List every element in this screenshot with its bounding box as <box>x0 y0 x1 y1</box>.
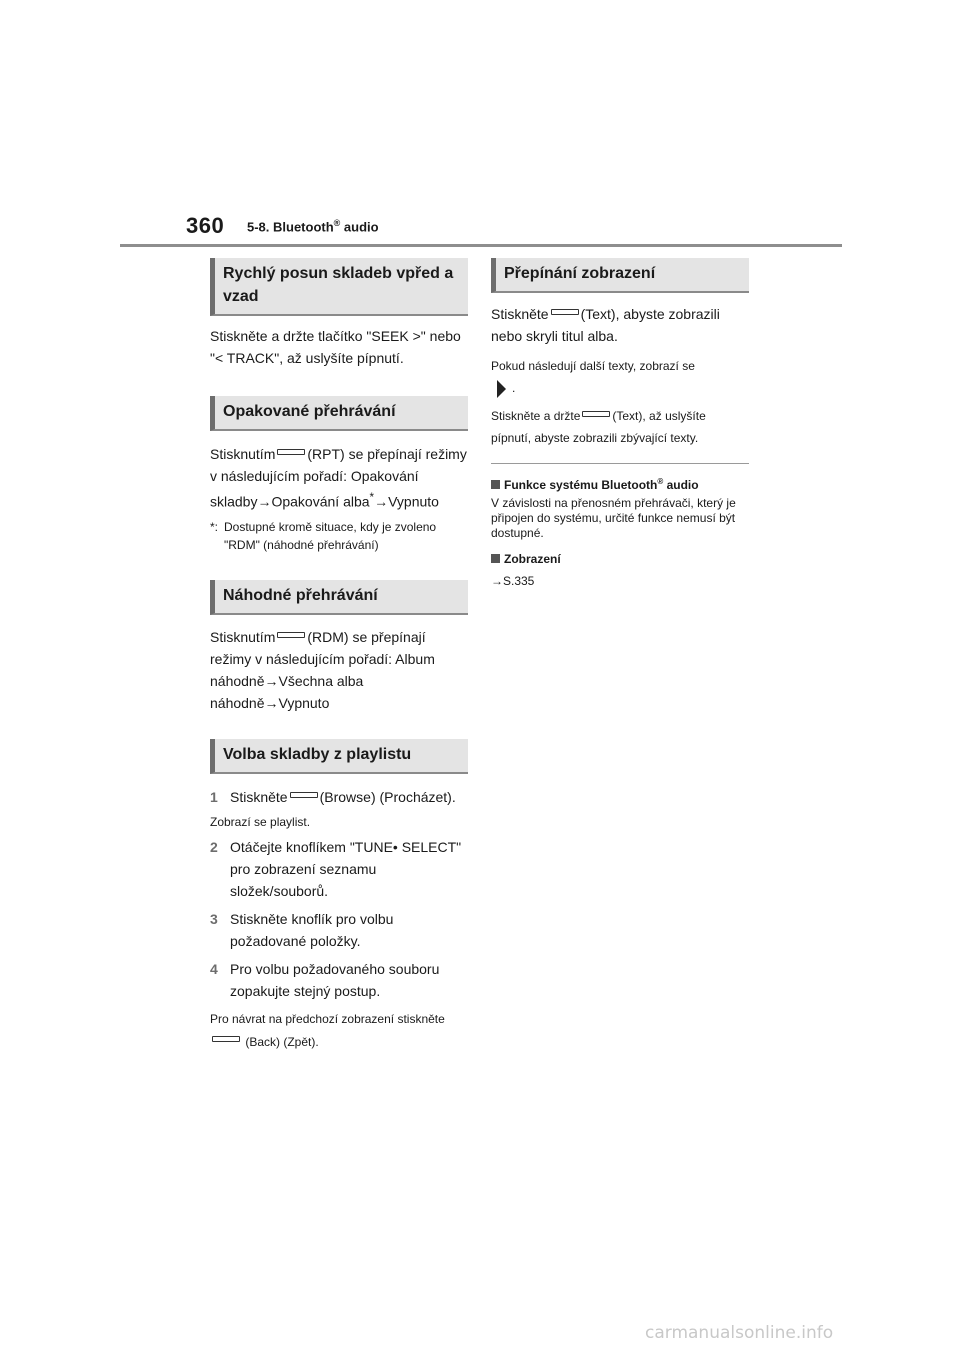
step-number: 4 <box>210 960 218 977</box>
random-text-a: Stisknutím <box>210 628 276 645</box>
display-text-a: Stiskněte <box>491 306 549 322</box>
more-text-note-b: . <box>512 381 516 395</box>
step-1-text-a: Stiskněte <box>230 788 288 805</box>
fast-seek-text: Stiskněte a držte tlačítko "SEEK >" nebo "< TRACK", až uslyšíte pípnutí. <box>210 328 461 366</box>
back-note-a: Pro návrat na předchozí zobrazení stiskněte <box>210 1011 445 1026</box>
step-3 <box>210 908 468 952</box>
footnote-mark: *: <box>210 519 219 534</box>
info-bluetooth-text: V závislosti na přenosném přehrávači, který je připojen do systému, určité funkce nemusí být dostupné. <box>491 496 736 540</box>
hold-text-note-b: (Text), až uslyšíte pípnutí, abyste zobrazili zbývající texty. <box>491 409 706 445</box>
button-icon <box>582 411 610 417</box>
button-icon <box>290 792 318 798</box>
hold-text-note <box>491 405 749 449</box>
step-2 <box>210 836 468 902</box>
step-1-text-b: (Browse) (Procházet). <box>319 788 456 805</box>
step-number: 1 <box>210 788 218 805</box>
button-icon <box>551 309 579 315</box>
repeat-text-a: Stisknutím <box>210 446 276 462</box>
display-text <box>491 303 749 347</box>
step-4 <box>210 958 468 1002</box>
info-divider <box>491 463 749 464</box>
section-heading-fast-seek: Rychlý posun skladeb vpřed a vzad <box>210 258 468 316</box>
section-heading-random: Náhodné přehrávání <box>210 580 468 615</box>
info-heading-bluetooth <box>491 474 749 493</box>
watermark: carmanualsonline.info <box>645 1323 834 1343</box>
display-text-b: (Text), abyste zobrazili nebo skryli titul alba. <box>491 306 720 344</box>
repeat-text <box>210 443 468 513</box>
registered-mark: ® <box>657 477 664 486</box>
page-number: 360 <box>186 213 225 238</box>
chapter-suffix: audio <box>340 219 379 235</box>
section-heading-repeat: Opakované přehrávání <box>210 396 468 431</box>
asterisk-mark: * <box>369 491 375 504</box>
chapter-title <box>247 218 379 234</box>
hold-text-note-a: Stiskněte a držte <box>491 409 581 423</box>
step-number: 2 <box>210 838 218 855</box>
step-2-text: Otáčejte knoflíkem "TUNE• SELECT" pro zobrazení seznamu složek/souborů. <box>230 838 462 899</box>
footnote-text: Dostupné kromě situace, kdy je zvoleno "RDM" (náhodné přehrávání) <box>224 519 437 552</box>
chapter-prefix: 5-8. Bluetooth <box>247 219 334 235</box>
info-display-ref: →S.335 <box>491 574 535 588</box>
header-rule <box>120 244 842 247</box>
registered-mark: ® <box>333 218 341 228</box>
button-icon <box>212 1036 240 1042</box>
step-4-text: Pro volbu požadovaného souboru zopakujte stejný postup. <box>230 960 440 999</box>
info-heading-display <box>491 551 749 567</box>
repeat-text-b: (RPT) se přepínají režimy v následujícím pořadí: Opakování skladby→Opakování alba <box>210 446 467 510</box>
random-text-b: (RDM) se přepínají režimy v následujícím pořadí: Album náhodně→Všechna alba náhodně→Vypnuto <box>210 628 435 711</box>
button-icon <box>277 632 305 638</box>
playlist-note: Zobrazí se playlist. <box>210 814 311 829</box>
next-arrow-icon <box>497 380 506 398</box>
square-bullet-icon <box>491 554 500 563</box>
info-heading-a: Funkce systému Bluetooth <box>504 478 658 492</box>
step-number: 3 <box>210 910 218 927</box>
random-text <box>210 626 468 714</box>
section-heading-playlist: Volba skladby z playlistu <box>210 739 468 774</box>
repeat-footnote <box>210 518 468 554</box>
square-bullet-icon <box>491 480 500 489</box>
button-icon <box>277 449 305 455</box>
left-column <box>210 258 468 1054</box>
section-heading-display: Přepínání zobrazení <box>491 258 749 293</box>
step-1 <box>210 786 468 808</box>
info-heading-display-label: Zobrazení <box>504 552 561 566</box>
right-column <box>491 258 749 591</box>
back-note-b: (Back) (Zpět). <box>245 1034 319 1049</box>
repeat-text-c: →Vypnuto <box>374 493 439 510</box>
back-note <box>210 1008 468 1054</box>
more-text-note <box>491 355 749 399</box>
more-text-note-a: Pokud následují další texty, zobrazí se <box>491 359 695 373</box>
step-3-text: Stiskněte knoflík pro volbu požadované položky. <box>230 910 394 949</box>
info-heading-b: audio <box>663 478 699 492</box>
